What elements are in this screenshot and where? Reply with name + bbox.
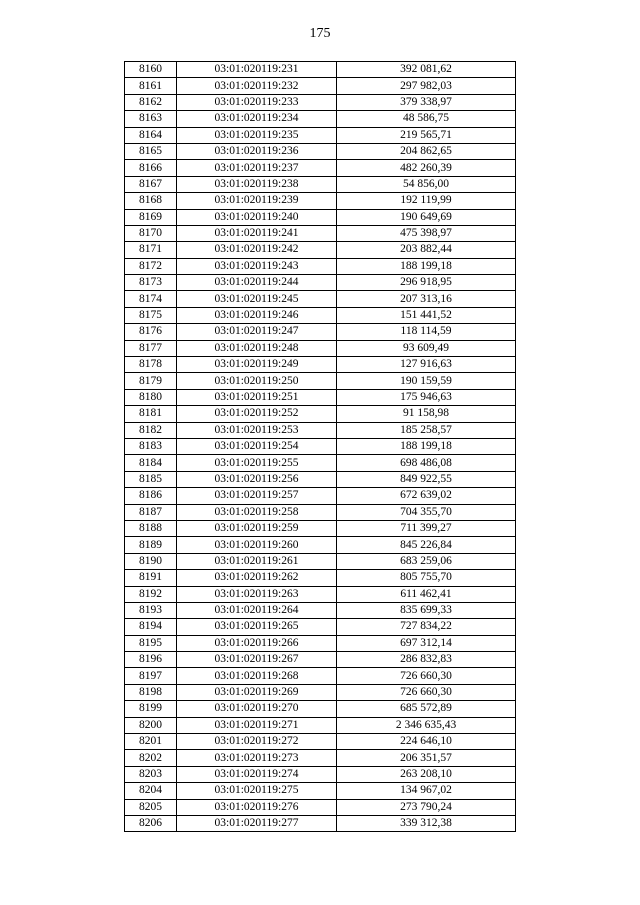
table-row	[125, 111, 516, 127]
table-row	[125, 258, 516, 274]
row-number-cell: 8204	[125, 783, 177, 799]
cadastral-number-cell: 03:01:020119:256	[177, 471, 337, 487]
cadastral-number-cell: 03:01:020119:262	[177, 570, 337, 586]
cadastral-number-cell: 03:01:020119:264	[177, 602, 337, 618]
cadastral-number-cell: 03:01:020119:267	[177, 652, 337, 668]
row-number-cell: 8169	[125, 209, 177, 225]
value-cell: 185 258,57	[337, 422, 516, 438]
value-cell: 379 338,97	[337, 94, 516, 110]
cadastral-number-cell: 03:01:020119:275	[177, 783, 337, 799]
table-row	[125, 750, 516, 766]
row-number-cell: 8198	[125, 684, 177, 700]
row-number-cell: 8166	[125, 160, 177, 176]
value-cell: 339 312,38	[337, 815, 516, 831]
value-cell: 54 856,00	[337, 176, 516, 192]
value-cell: 726 660,30	[337, 684, 516, 700]
table-row	[125, 62, 516, 78]
cadastral-number-cell: 03:01:020119:244	[177, 275, 337, 291]
table-row	[125, 160, 516, 176]
cadastral-number-cell: 03:01:020119:242	[177, 242, 337, 258]
value-cell: 91 158,98	[337, 406, 516, 422]
row-number-cell: 8200	[125, 717, 177, 733]
value-cell: 48 586,75	[337, 111, 516, 127]
table-row	[125, 422, 516, 438]
cadastral-number-cell: 03:01:020119:232	[177, 78, 337, 94]
value-cell: 726 660,30	[337, 668, 516, 684]
table-row	[125, 176, 516, 192]
row-number-cell: 8205	[125, 799, 177, 815]
table-row	[125, 242, 516, 258]
value-cell: 2 346 635,43	[337, 717, 516, 733]
row-number-cell: 8182	[125, 422, 177, 438]
table-row	[125, 635, 516, 651]
table-row	[125, 570, 516, 586]
row-number-cell: 8186	[125, 488, 177, 504]
cadastral-number-cell: 03:01:020119:276	[177, 799, 337, 815]
value-cell: 835 699,33	[337, 602, 516, 618]
table-row	[125, 78, 516, 94]
cadastral-number-cell: 03:01:020119:277	[177, 815, 337, 831]
page-number: 175	[309, 26, 331, 41]
cadastral-number-cell: 03:01:020119:273	[177, 750, 337, 766]
value-cell: 704 355,70	[337, 504, 516, 520]
table-row	[125, 734, 516, 750]
cadastral-number-cell: 03:01:020119:269	[177, 684, 337, 700]
row-number-cell: 8175	[125, 307, 177, 323]
value-cell: 482 260,39	[337, 160, 516, 176]
value-cell: 192 119,99	[337, 193, 516, 209]
cadastral-number-cell: 03:01:020119:261	[177, 553, 337, 569]
value-cell: 296 918,95	[337, 275, 516, 291]
table-row	[125, 520, 516, 536]
row-number-cell: 8206	[125, 815, 177, 831]
table-row	[125, 652, 516, 668]
row-number-cell: 8170	[125, 225, 177, 241]
cadastral-number-cell: 03:01:020119:255	[177, 455, 337, 471]
table-row	[125, 537, 516, 553]
table-row	[125, 225, 516, 241]
cadastral-number-cell: 03:01:020119:239	[177, 193, 337, 209]
cadastral-number-cell: 03:01:020119:266	[177, 635, 337, 651]
row-number-cell: 8162	[125, 94, 177, 110]
row-number-cell: 8194	[125, 619, 177, 635]
row-number-cell: 8183	[125, 438, 177, 454]
row-number-cell: 8189	[125, 537, 177, 553]
cadastral-number-cell: 03:01:020119:241	[177, 225, 337, 241]
row-number-cell: 8172	[125, 258, 177, 274]
row-number-cell: 8167	[125, 176, 177, 192]
value-cell: 273 790,24	[337, 799, 516, 815]
value-cell: 727 834,22	[337, 619, 516, 635]
table-row	[125, 602, 516, 618]
cadastral-number-cell: 03:01:020119:254	[177, 438, 337, 454]
cadastral-number-cell: 03:01:020119:249	[177, 357, 337, 373]
table-row	[125, 438, 516, 454]
value-cell: 683 259,06	[337, 553, 516, 569]
cadastral-number-cell: 03:01:020119:258	[177, 504, 337, 520]
row-number-cell: 8199	[125, 701, 177, 717]
table-row	[125, 357, 516, 373]
value-cell: 849 922,55	[337, 471, 516, 487]
cadastral-number-cell: 03:01:020119:245	[177, 291, 337, 307]
value-cell: 845 226,84	[337, 537, 516, 553]
row-number-cell: 8191	[125, 570, 177, 586]
value-cell: 118 114,59	[337, 324, 516, 340]
cadastral-number-cell: 03:01:020119:243	[177, 258, 337, 274]
table-row	[125, 668, 516, 684]
row-number-cell: 8196	[125, 652, 177, 668]
value-cell: 263 208,10	[337, 766, 516, 782]
row-number-cell: 8197	[125, 668, 177, 684]
row-number-cell: 8161	[125, 78, 177, 94]
value-cell: 475 398,97	[337, 225, 516, 241]
table-row	[125, 701, 516, 717]
table-row	[125, 209, 516, 225]
cadastral-number-cell: 03:01:020119:250	[177, 373, 337, 389]
row-number-cell: 8165	[125, 143, 177, 159]
value-cell: 286 832,83	[337, 652, 516, 668]
table-row	[125, 553, 516, 569]
cadastral-number-cell: 03:01:020119:268	[177, 668, 337, 684]
value-cell: 204 862,65	[337, 143, 516, 159]
row-number-cell: 8173	[125, 275, 177, 291]
row-number-cell: 8187	[125, 504, 177, 520]
value-cell: 711 399,27	[337, 520, 516, 536]
table-row	[125, 799, 516, 815]
row-number-cell: 8202	[125, 750, 177, 766]
value-cell: 611 462,41	[337, 586, 516, 602]
row-number-cell: 8177	[125, 340, 177, 356]
value-cell: 297 982,03	[337, 78, 516, 94]
row-number-cell: 8178	[125, 357, 177, 373]
value-cell: 206 351,57	[337, 750, 516, 766]
cadastral-number-cell: 03:01:020119:248	[177, 340, 337, 356]
cadastral-number-cell: 03:01:020119:271	[177, 717, 337, 733]
value-cell: 685 572,89	[337, 701, 516, 717]
value-cell: 219 565,71	[337, 127, 516, 143]
cadastral-number-cell: 03:01:020119:251	[177, 389, 337, 405]
table-row	[125, 127, 516, 143]
table-row	[125, 373, 516, 389]
value-cell: 697 312,14	[337, 635, 516, 651]
row-number-cell: 8181	[125, 406, 177, 422]
table-row	[125, 783, 516, 799]
cadastral-number-cell: 03:01:020119:233	[177, 94, 337, 110]
table-row	[125, 455, 516, 471]
row-number-cell: 8171	[125, 242, 177, 258]
value-cell: 392 081,62	[337, 62, 516, 78]
table-row	[125, 488, 516, 504]
row-number-cell: 8164	[125, 127, 177, 143]
value-cell: 672 639,02	[337, 488, 516, 504]
table-row	[125, 94, 516, 110]
row-number-cell: 8192	[125, 586, 177, 602]
table-row	[125, 193, 516, 209]
row-number-cell: 8168	[125, 193, 177, 209]
value-cell: 190 159,59	[337, 373, 516, 389]
cadastral-number-cell: 03:01:020119:240	[177, 209, 337, 225]
value-cell: 207 313,16	[337, 291, 516, 307]
row-number-cell: 8188	[125, 520, 177, 536]
row-number-cell: 8184	[125, 455, 177, 471]
value-cell: 224 646,10	[337, 734, 516, 750]
row-number-cell: 8201	[125, 734, 177, 750]
row-number-cell: 8203	[125, 766, 177, 782]
row-number-cell: 8185	[125, 471, 177, 487]
value-cell: 93 609,49	[337, 340, 516, 356]
data-table	[124, 61, 516, 832]
row-number-cell: 8190	[125, 553, 177, 569]
cadastral-number-cell: 03:01:020119:265	[177, 619, 337, 635]
table-row	[125, 143, 516, 159]
row-number-cell: 8180	[125, 389, 177, 405]
table-body	[125, 62, 516, 832]
cadastral-number-cell: 03:01:020119:263	[177, 586, 337, 602]
value-cell: 127 916,63	[337, 357, 516, 373]
row-number-cell: 8174	[125, 291, 177, 307]
table-row	[125, 340, 516, 356]
cadastral-number-cell: 03:01:020119:260	[177, 537, 337, 553]
table-row	[125, 324, 516, 340]
value-cell: 203 882,44	[337, 242, 516, 258]
table-row	[125, 307, 516, 323]
row-number-cell: 8176	[125, 324, 177, 340]
cadastral-number-cell: 03:01:020119:259	[177, 520, 337, 536]
cadastral-number-cell: 03:01:020119:270	[177, 701, 337, 717]
table-row	[125, 504, 516, 520]
row-number-cell: 8195	[125, 635, 177, 651]
table-row	[125, 815, 516, 831]
cadastral-number-cell: 03:01:020119:234	[177, 111, 337, 127]
row-number-cell: 8193	[125, 602, 177, 618]
table-row	[125, 471, 516, 487]
cadastral-number-cell: 03:01:020119:253	[177, 422, 337, 438]
cadastral-number-cell: 03:01:020119:257	[177, 488, 337, 504]
value-cell: 134 967,02	[337, 783, 516, 799]
table-row	[125, 717, 516, 733]
value-cell: 698 486,08	[337, 455, 516, 471]
table-row	[125, 406, 516, 422]
value-cell: 175 946,63	[337, 389, 516, 405]
cadastral-number-cell: 03:01:020119:252	[177, 406, 337, 422]
value-cell: 188 199,18	[337, 258, 516, 274]
cadastral-number-cell: 03:01:020119:235	[177, 127, 337, 143]
value-cell: 190 649,69	[337, 209, 516, 225]
cadastral-number-cell: 03:01:020119:236	[177, 143, 337, 159]
cadastral-number-cell: 03:01:020119:231	[177, 62, 337, 78]
table-row	[125, 619, 516, 635]
cadastral-number-cell: 03:01:020119:247	[177, 324, 337, 340]
table-row	[125, 291, 516, 307]
table-row	[125, 389, 516, 405]
table-row	[125, 766, 516, 782]
table-row	[125, 684, 516, 700]
row-number-cell: 8160	[125, 62, 177, 78]
cadastral-number-cell: 03:01:020119:246	[177, 307, 337, 323]
value-cell: 151 441,52	[337, 307, 516, 323]
row-number-cell: 8179	[125, 373, 177, 389]
table-row	[125, 586, 516, 602]
cadastral-number-cell: 03:01:020119:274	[177, 766, 337, 782]
value-cell: 805 755,70	[337, 570, 516, 586]
cadastral-number-cell: 03:01:020119:237	[177, 160, 337, 176]
table-row	[125, 275, 516, 291]
cadastral-number-cell: 03:01:020119:238	[177, 176, 337, 192]
cadastral-number-cell: 03:01:020119:272	[177, 734, 337, 750]
value-cell: 188 199,18	[337, 438, 516, 454]
row-number-cell: 8163	[125, 111, 177, 127]
